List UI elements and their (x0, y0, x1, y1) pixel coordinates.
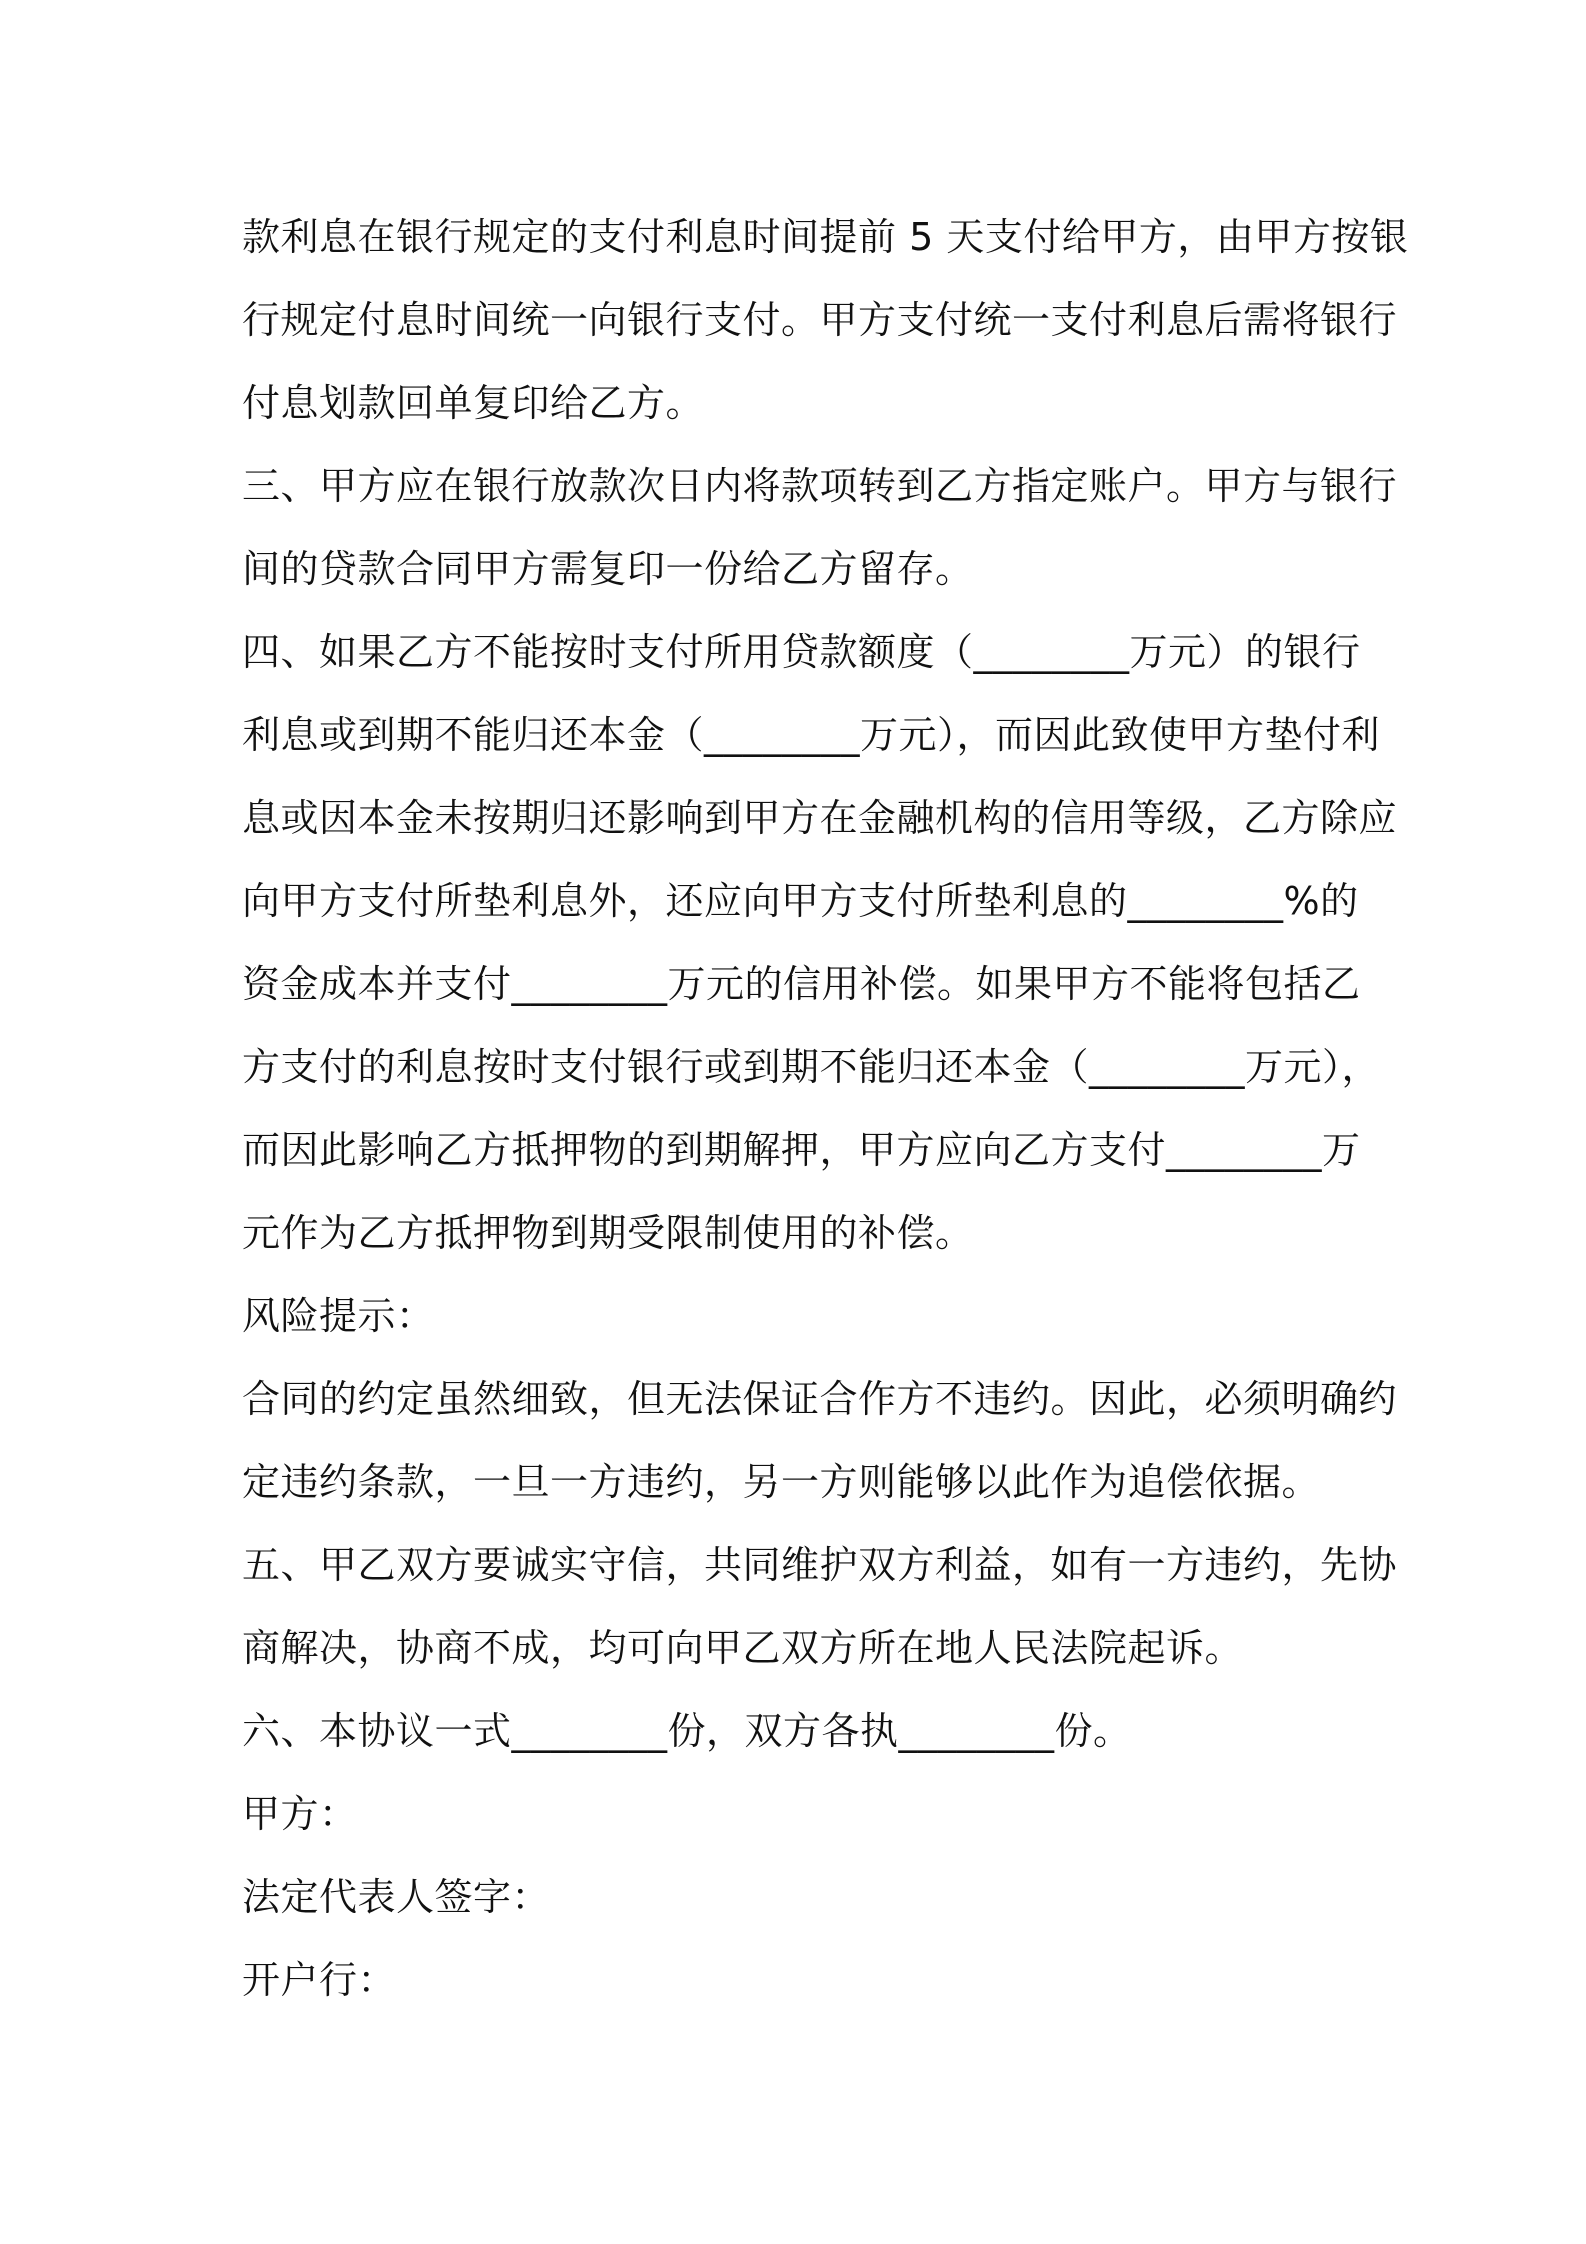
clause-four: 四、如果乙方不能按时支付所用贷款额度（________万元）的银行 (242, 630, 1361, 674)
text-line: 行规定付息时间统一向银行支付。甲方支付统一支付利息后需将银行 (242, 298, 1398, 342)
legal-representative-signature-label: 法定代表人签字： (242, 1875, 551, 1919)
text-line: 息或因本金未按期归还影响到甲方在金融机构的信用等级，乙方除应 (242, 796, 1398, 840)
clause-six: 六、本协议一式________份，双方各执________份。 (242, 1709, 1132, 1753)
text-line: 间的贷款合同甲方需复印一份给乙方留存。 (242, 547, 974, 591)
text-line: 元作为乙方抵押物到期受限制使用的补偿。 (242, 1211, 974, 1255)
document-body (242, 196, 1409, 2022)
text-line: 向甲方支付所垫利息外，还应向甲方支付所垫利息的________%的 (242, 879, 1359, 923)
text-line: 资金成本并支付________万元的信用补偿。如果甲方不能将包括乙 (242, 962, 1361, 1006)
text-line: 款利息在银行规定的支付利息时间提前 5 天支付给甲方，由甲方按银 (242, 215, 1409, 259)
bank-label: 开户行： (242, 1958, 397, 2002)
text-line: 方支付的利息按时支付银行或到期不能归还本金（________万元）， (242, 1045, 1381, 1089)
clause-five: 五、甲乙双方要诚实守信，共同维护双方利益，如有一方违约，先协 (242, 1543, 1398, 1587)
text-line: 商解决，协商不成，均可向甲乙双方所在地人民法院起诉。 (242, 1626, 1244, 1670)
risk-tip-heading: 风险提示： (242, 1294, 435, 1338)
party-a-label: 甲方： (242, 1792, 358, 1836)
risk-tip-text: 合同的约定虽然细致，但无法保证合作方不违约。因此，必须明确约 (242, 1377, 1398, 1421)
text-line: 而因此影响乙方抵押物的到期解押，甲方应向乙方支付________万 (242, 1128, 1361, 1172)
text-line: 利息或到期不能归还本金（________万元），而因此致使甲方垫付利 (242, 713, 1381, 757)
clause-three: 三、甲方应在银行放款次日内将款项转到乙方指定账户。甲方与银行 (242, 464, 1398, 508)
text-line: 付息划款回单复印给乙方。 (242, 381, 705, 425)
risk-tip-text: 定违约条款，一旦一方违约，另一方则能够以此作为追偿依据。 (242, 1460, 1321, 1504)
